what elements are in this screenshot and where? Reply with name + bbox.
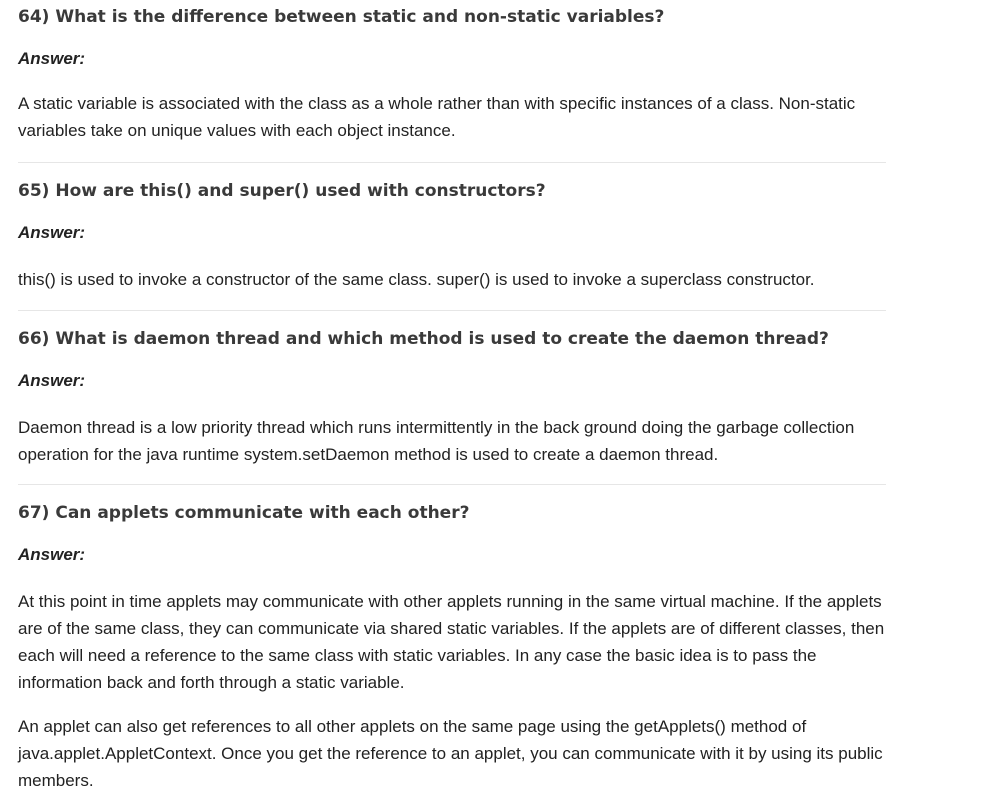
answer-label: Answer: xyxy=(18,223,86,242)
answer-label: Answer: xyxy=(18,371,86,390)
answer-paragraph: this() is used to invoke a constructor of the same class. super() is used to invoke a superclass constructor. xyxy=(18,270,815,289)
qa-item-66 xyxy=(18,311,886,485)
answer-label: Answer: xyxy=(18,545,86,564)
question-66: 66) What is daemon thread and which method is used to create the daemon thread? xyxy=(18,329,829,349)
question-65: 65) How are this() and super() used with constructors? xyxy=(18,181,546,201)
answer-paragraph: At this point in time applets may communicate with other applets running in the same virtual machine. If the applets are of the same class, they can communicate via shared static variables. If the applets are of different classes, then each will need a reference to the same class with static variables. In any case the basic idea is to pass the information back and forth through a static variable. xyxy=(18,592,885,692)
answer-label: Answer: xyxy=(18,49,86,68)
question-67: 67) Can applets communicate with each other? xyxy=(18,503,470,523)
question-64: 64) What is the difference between static and non-static variables? xyxy=(18,7,665,27)
qa-item-67 xyxy=(18,485,886,794)
qa-item-64 xyxy=(18,0,886,163)
answer-paragraph: Daemon thread is a low priority thread which runs intermittently in the back ground doing the garbage collection operation for the java runtime system.setDaemon method is used to create a daemon thread. xyxy=(18,418,855,464)
qa-article xyxy=(18,0,886,794)
qa-item-65 xyxy=(18,163,886,311)
answer-paragraph: An applet can also get references to all other applets on the same page using the getApplets() method of java.applet.AppletContext. Once you get the reference to an applet, you can communicate with it by using its public members. xyxy=(18,717,883,790)
answer-paragraph: A static variable is associated with the class as a whole rather than with specific instances of a class. Non-static variables take on unique values with each object instance. xyxy=(18,94,856,140)
